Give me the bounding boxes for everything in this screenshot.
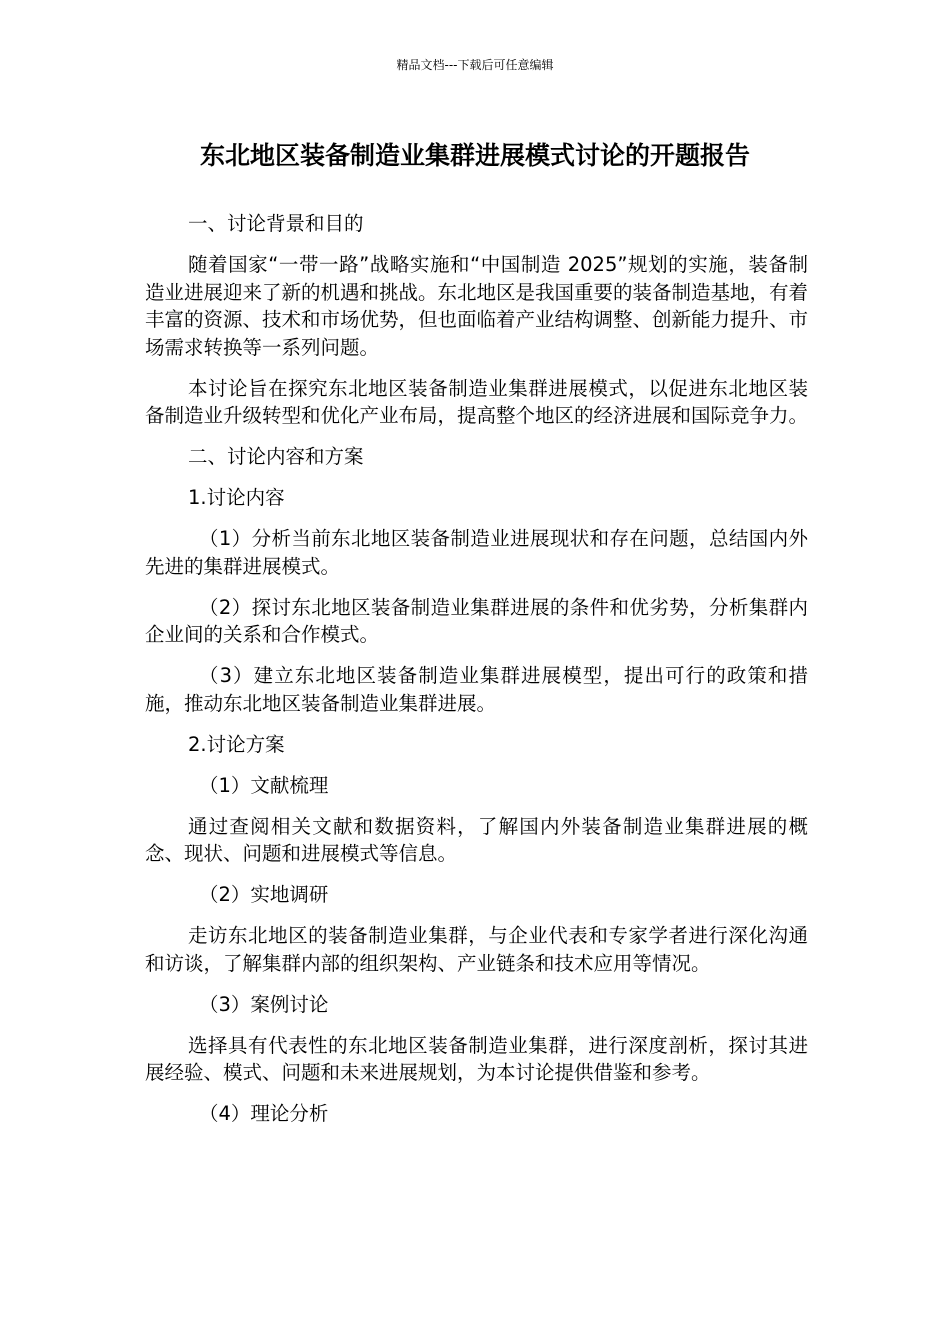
paragraph-case-study: 选择具有代表性的东北地区装备制造业集群，进行深度剖析，探讨其进展经验、模式、问题和未来进展规划，为本讨论提供借鉴和参考。 [145, 1033, 808, 1084]
paragraph-literature: 通过查阅相关文献和数据资料，了解国内外装备制造业集群进展的概念、现状、问题和进展模式等信息。 [145, 814, 808, 865]
section-heading-background: 一、讨论背景和目的 [188, 212, 364, 235]
section-heading-content-plan: 二、讨论内容和方案 [188, 445, 364, 468]
plan-item-theory: （4）理论分析 [199, 1102, 329, 1125]
content-item-3: （3）建立东北地区装备制造业集群进展模型，提出可行的政策和措施，推动东北地区装备制造业集群进展。 [145, 664, 808, 715]
document-body [145, 210, 808, 1141]
content-item-1: （1）分析当前东北地区装备制造业进展现状和存在问题，总结国内外先进的集群进展模式。 [145, 527, 808, 578]
plan-item-case-study: （3）案例讨论 [199, 992, 329, 1016]
page-header-note: 精品文档---下载后可任意编辑 [396, 58, 554, 72]
plan-item-literature: （1）文献梳理 [199, 773, 329, 797]
subheading-plan: 2.讨论方案 [188, 732, 285, 756]
content-item-2: （2）探讨东北地区装备制造业集群进展的条件和优劣势，分析集群内企业间的关系和合作模式。 [145, 595, 808, 646]
document-title: 东北地区装备制造业集群进展模式讨论的开题报告 [199, 141, 750, 170]
paragraph-background: 随着国家“一带一路”战略实施和“中国制造 2025”规划的实施，装备制造业进展迎来了新的机遇和挑战。东北地区是我国重要的装备制造基地，有着丰富的资源、技术和市场优势，但也面临着产业结构调整、创新能力提升、市场需求转换等一系列问题。 [145, 253, 809, 359]
paragraph-field-research: 走访东北地区的装备制造业集群，与企业代表和专家学者进行深化沟通和访谈，了解集群内部的组织架构、产业链条和技术应用等情况。 [145, 924, 808, 975]
subheading-content: 1.讨论内容 [188, 486, 285, 509]
plan-item-field-research: （2）实地调研 [199, 883, 329, 906]
paragraph-purpose: 本讨论旨在探究东北地区装备制造业集群进展模式，以促进东北地区装备制造业升级转型和优化产业布局，提高整个地区的经济进展和国际竞争力。 [145, 376, 809, 427]
